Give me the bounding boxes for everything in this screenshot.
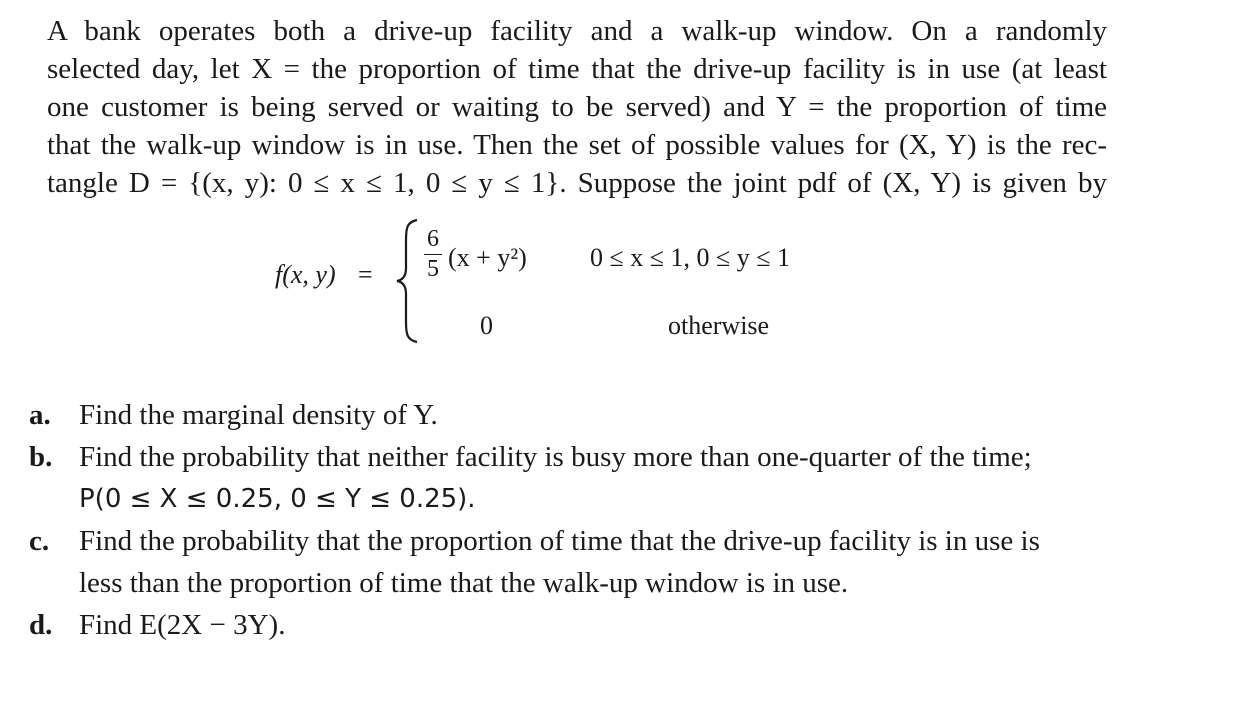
problem-line-5: tangle D = {(x, y): 0 ≤ x ≤ 1, 0 ≤ y ≤ 1}. Suppose the joint pdf of (X, Y) is given by [47,167,1107,199]
case1-condition: 0 ≤ x ≤ 1, 0 ≤ y ≤ 1 [590,243,791,272]
fraction-denominator: 5 [427,256,439,282]
part-b-letter: b. [29,441,53,473]
case2-condition: otherwise [668,311,770,340]
part-b [29,436,1219,478]
part-c [29,520,1219,562]
case2-value: 0 [480,311,493,340]
fraction-numerator: 6 [427,226,439,252]
part-a [29,394,1219,436]
part-a-letter: a. [29,399,51,431]
fraction-six-fifths [422,226,444,282]
problem-line-1: A bank operates both a drive-up facility and a walk-up window. On a randomly [47,15,1107,47]
part-d-letter: d. [29,609,53,641]
pdf-lhs: f(x, y) [275,260,336,289]
problem-statement [47,12,1107,202]
part-d [29,604,1219,646]
part-b-text: Find the probability that neither facility is busy more than one-quarter of the time; [79,441,1032,473]
problem-line-4: that the walk-up window is in use. Then the set of possible values for (X, Y) is the rec- [47,129,1107,161]
problem-line-2: selected day, let X = the proportion of time that the drive-up facility is in use (at least [47,53,1107,85]
part-b-continued [29,478,1219,520]
case1-expression: (x + y²) [448,243,527,272]
fraction-bar [424,254,442,255]
equals-sign: = [358,260,373,289]
part-b-probability-expression: P(0 ≤ X ≤ 0.25, 0 ≤ Y ≤ 0.25). [79,484,476,514]
part-a-text: Find the marginal density of Y. [79,399,438,431]
part-d-text: Find E(2X − 3Y). [79,609,286,641]
problem-line-3: one customer is being served or waiting to be served) and Y = the proportion of time [47,91,1107,123]
left-brace [395,218,421,344]
part-c-continued [29,562,1219,604]
question-parts [29,394,1219,646]
part-c-letter: c. [29,525,50,557]
part-c-text-line-2: less than the proportion of time that the walk-up window is in use. [79,567,849,599]
part-c-text: Find the probability that the proportion of time that the drive-up facility is in use is [79,525,1040,557]
